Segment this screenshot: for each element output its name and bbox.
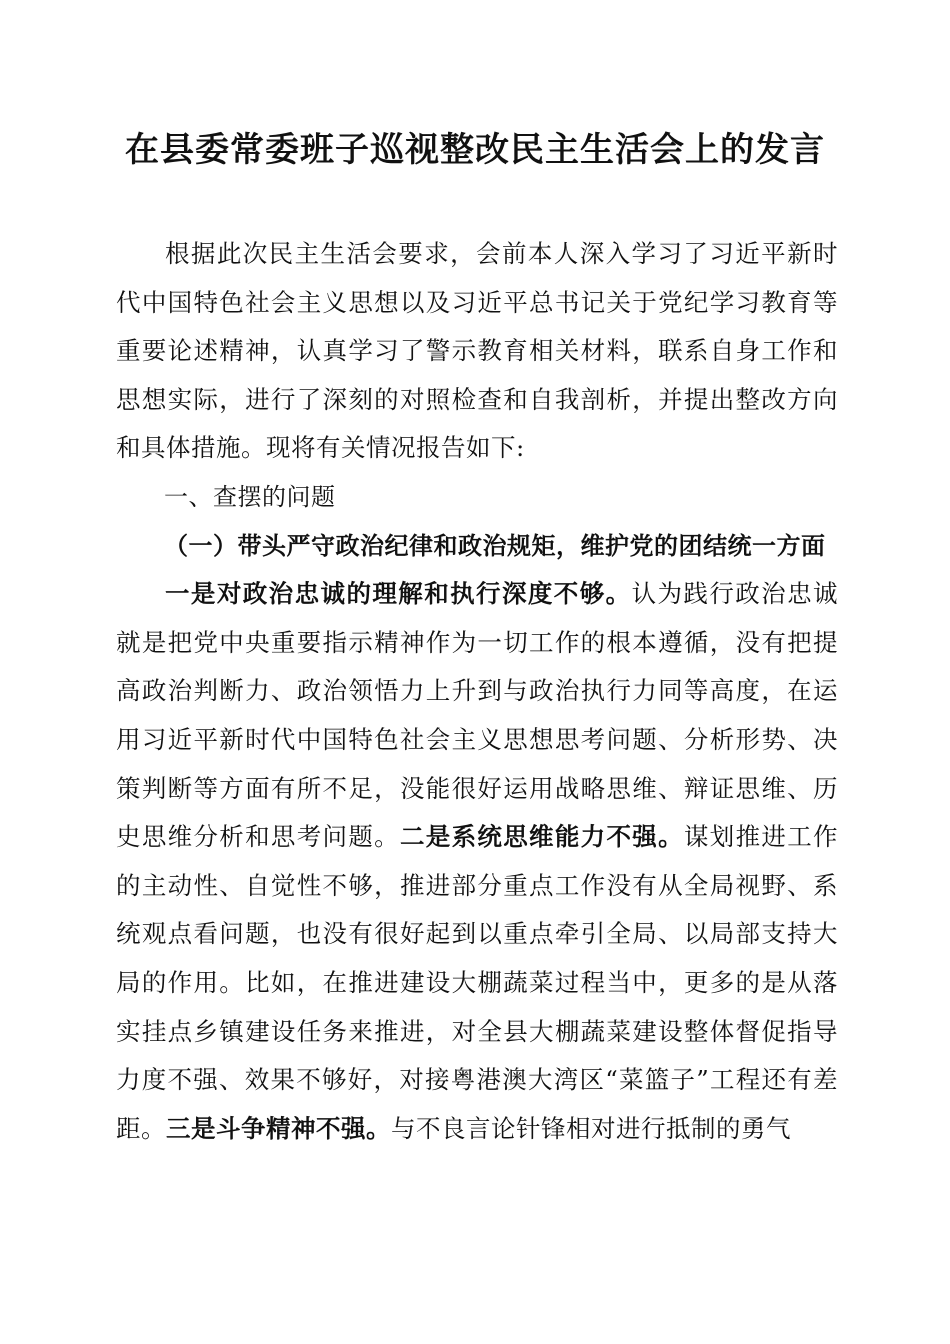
intro-paragraph: 根据此次民主生活会要求，会前本人深入学习了习近平新时代中国特色社会主义思想以及习近平总书记关于党纪学习教育等重要论述精神，认真学习了警示教育相关材料，联系自身工作和思想实际，进行了深刻的对照检查和自我剖析，并提出整改方向和具体措施。现将有关情况报告如下:: [116, 239, 838, 463]
point-1-text: 认为践行政治忠诚就是把党中央重要指示精神作为一切工作的根本遵循，没有把提高政治判断力、政治领悟力上升到与政治执行力同等高度，在运用习近平新时代中国特色社会主义思想思考问题、分析形势、决策判断等方面有所不足，没能很好运用战略思维、辩证思维、历史思维分析和思考问题。: [116, 579, 839, 852]
point-3-lead: 三是斗争精神不强。: [166, 1113, 391, 1143]
problems-paragraph: [116, 570, 838, 1153]
document-title: 在县委常委班子巡视整改民主生活会上的发言: [125, 130, 825, 170]
point-3-text: 与不良言论针锋相对进行抵制的勇气: [391, 1113, 791, 1143]
point-2-text: 谋划推进工作的主动性、自觉性不够，推进部分重点工作没有从全局视野、系统观点看问题，也没有很好起到以重点牵引全局、以局部支持大局的作用。比如，在推进建设大棚蔬菜过程当中，更多的是从落实挂点乡镇建设任务来推进，对全县大棚蔬菜建设整体督促指导力度不强、效果不够好，对接粤港澳大湾区“菜篮子”工程还有差距。: [116, 822, 839, 1143]
point-1-lead: 一是对政治忠诚的理解和执行深度不够。: [165, 579, 632, 609]
subsection-heading: （一）带头严守政治纪律和政治规矩，维护党的团结统一方面: [164, 531, 826, 560]
point-2-lead: 二是系统思维能力不强。: [399, 822, 684, 852]
document-body: [116, 230, 838, 1153]
section-heading: 一、查摆的问题: [164, 482, 336, 511]
